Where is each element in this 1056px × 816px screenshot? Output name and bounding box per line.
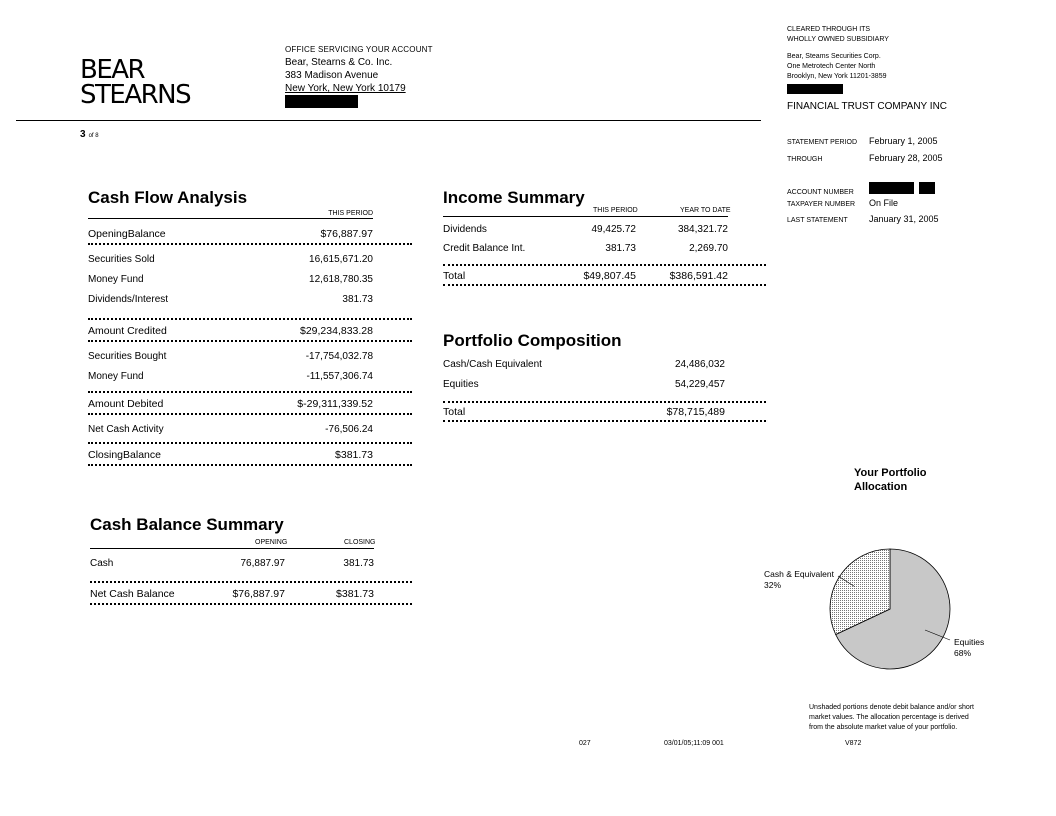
page-number: [80, 129, 99, 140]
cash-balance-section: [90, 515, 412, 546]
row-label: ClosingBalance: [88, 449, 161, 461]
redaction-bar: [919, 182, 935, 194]
row-label: Total: [443, 270, 466, 282]
footer-timestamp: 03/01/05;11:09 001: [664, 740, 724, 747]
net-cash-balance-row: [90, 583, 412, 605]
office-city: New York, New York 10179: [285, 83, 406, 94]
row-label: Amount Credited: [88, 325, 167, 337]
row-value: 24,486,032: [674, 359, 725, 370]
period-value: February 1, 2005: [869, 136, 938, 146]
row-value: $-29,311,339.52: [297, 398, 373, 410]
taxpayer-value: On File: [869, 198, 899, 208]
legend-equities: [954, 637, 984, 659]
cleared-addr-3: Brooklyn, New York 11201-3859: [787, 73, 887, 80]
allocation-pie-chart: [750, 540, 1000, 680]
taxpayer-label: TAXPAYER NUMBER: [787, 201, 856, 208]
redaction-bar: [787, 84, 843, 94]
legend-equities-percent: 68%: [954, 648, 972, 658]
footer-code-2: V872: [845, 740, 862, 747]
cash-flow-section: [88, 188, 373, 219]
row-ytd: $386,591.42: [669, 270, 728, 282]
cash-flow-title: Cash Flow Analysis: [88, 188, 248, 207]
legend-equities-label: Equities: [954, 637, 985, 647]
allocation-title-line-1: Your Portfolio: [854, 467, 927, 479]
cash-balance-table: [90, 558, 412, 605]
cleared-addr-2: One Metrotech Center North: [787, 63, 876, 70]
row-label: Cash/Cash Equivalent: [443, 359, 542, 370]
note-line-2: market values. The allocation percentage is derived: [809, 714, 969, 721]
table-row: [88, 371, 412, 389]
row-period: 49,425.72: [591, 224, 636, 235]
income-summary-section: [443, 188, 766, 214]
opening-balance-row: [88, 222, 412, 245]
table-row: [443, 359, 766, 379]
income-summary-title: Income Summary: [443, 188, 585, 207]
portfolio-title: Portfolio Composition: [443, 331, 622, 350]
portfolio-section: [443, 331, 766, 351]
row-closing: 381.73: [343, 558, 374, 569]
row-label: Credit Balance Int.: [443, 243, 526, 254]
row-opening: $76,887.97: [232, 588, 285, 600]
clearing-block: [787, 25, 889, 94]
account-holder: FINANCIAL TRUST COMPANY INC: [787, 101, 948, 112]
table-row: [443, 379, 766, 397]
table-row: [443, 243, 766, 260]
logo-line-1: BEAR: [80, 55, 145, 85]
office-address-block: [285, 43, 433, 108]
row-value: 12,618,780.35: [309, 274, 373, 285]
row-label: Dividends/Interest: [88, 294, 169, 305]
redaction-bar: [869, 182, 914, 194]
row-label: Amount Debited: [88, 398, 164, 410]
office-name: Bear, Stearns & Co. Inc.: [285, 57, 393, 68]
amount-credited-row: [88, 320, 412, 342]
legend-cash: [764, 569, 834, 591]
allocation-title: [854, 466, 927, 494]
office-street: 383 Madison Avenue: [285, 70, 379, 81]
account-info-block: [787, 182, 939, 230]
cash-flow-table: [88, 222, 412, 466]
row-label: Net Cash Balance: [90, 588, 175, 600]
row-label: Securities Bought: [88, 351, 167, 362]
amount-debited-row: [88, 393, 412, 415]
portfolio-table: [443, 359, 766, 422]
portfolio-total-row: [443, 403, 766, 422]
last-statement-value: January 31, 2005: [869, 214, 939, 224]
footer-code-1: 027: [579, 740, 591, 747]
row-value: -11,557,306.74: [306, 371, 373, 382]
opening-balance-label: OpeningBalance: [88, 228, 166, 240]
legend-cash-percent: 32%: [764, 580, 782, 590]
allocation-note: [809, 703, 974, 733]
page-total: of 8: [88, 133, 99, 139]
period-label: STATEMENT PERIOD: [787, 139, 858, 146]
row-label: Money Fund: [88, 371, 144, 382]
row-ytd: 384,321.72: [677, 224, 728, 235]
redaction-bar: [285, 95, 358, 108]
table-row: [88, 294, 412, 312]
cleared-addr-1: Bear, Steams Securities Corp.: [787, 53, 881, 60]
row-label: Money Fund: [88, 274, 144, 285]
row-ytd: 2,269.70: [689, 243, 728, 254]
table-row: [90, 558, 412, 578]
row-value: 16,615,671.20: [309, 254, 373, 265]
last-statement-label: LAST STATEMENT: [787, 217, 848, 224]
table-row: [443, 224, 766, 243]
cleared-line-1: CLEARED THROUGH ITS: [787, 26, 871, 33]
allocation-title-line-2: Allocation: [854, 481, 908, 493]
office-header: OFFICE SERVICING YOUR ACCOUNT: [285, 45, 433, 54]
account-label: ACCOUNT NUMBER: [787, 189, 854, 196]
legend-cash-label: Cash & Equivalent: [764, 569, 834, 579]
income-table: [443, 224, 766, 286]
table-row: [88, 274, 412, 294]
row-label: Net Cash Activity: [88, 424, 164, 435]
row-label: Dividends: [443, 224, 487, 235]
opening-balance-value: $76,887.97: [320, 228, 373, 240]
row-label: Securities Sold: [88, 254, 155, 265]
row-value: -17,754,032.78: [305, 351, 373, 362]
through-value: February 28, 2005: [869, 153, 943, 163]
row-period: 381.73: [605, 243, 636, 254]
row-closing: $381.73: [336, 588, 374, 600]
note-line-1: Unshaded portions denote debit balance and/or short: [809, 704, 975, 711]
page-current: 3: [80, 129, 86, 140]
row-value: $29,234,833.28: [300, 325, 373, 337]
row-label: Total: [443, 406, 466, 418]
row-label: Cash: [90, 558, 114, 569]
through-label: THROUGH: [787, 156, 823, 163]
row-value: $78,715,489: [666, 406, 725, 418]
income-total-row: [443, 266, 766, 286]
row-opening: 76,887.97: [240, 558, 285, 569]
row-value: -76,506.24: [325, 424, 373, 435]
statement-period-block: [787, 136, 943, 170]
cash-balance-col-opening: OPENING: [255, 539, 288, 546]
table-row: [88, 245, 412, 274]
note-line-3: from the absolute market value of your portfolio.: [809, 724, 958, 731]
row-period: $49,807.45: [583, 270, 636, 282]
table-row: [88, 342, 412, 371]
row-value: 381.73: [342, 294, 373, 305]
logo-line-2: STEARNS: [80, 80, 191, 110]
income-col-ytd: YEAR TO DATE: [680, 207, 731, 214]
cash-flow-col-header: THIS PERIOD: [88, 210, 373, 219]
cash-balance-col-closing: CLOSING: [344, 539, 376, 546]
row-value: 54,229,457: [674, 379, 725, 390]
closing-balance-row: [88, 444, 412, 466]
header-rule: [16, 120, 761, 121]
income-col-period: THIS PERIOD: [593, 207, 638, 214]
bear-stearns-logo: [80, 55, 191, 110]
cleared-line-2: WHOLLY OWNED SUBSIDIARY: [787, 36, 889, 43]
cash-balance-title: Cash Balance Summary: [90, 515, 284, 534]
row-label: Equities: [443, 379, 479, 390]
row-value: $381.73: [335, 449, 373, 461]
net-cash-activity-row: [88, 415, 412, 441]
